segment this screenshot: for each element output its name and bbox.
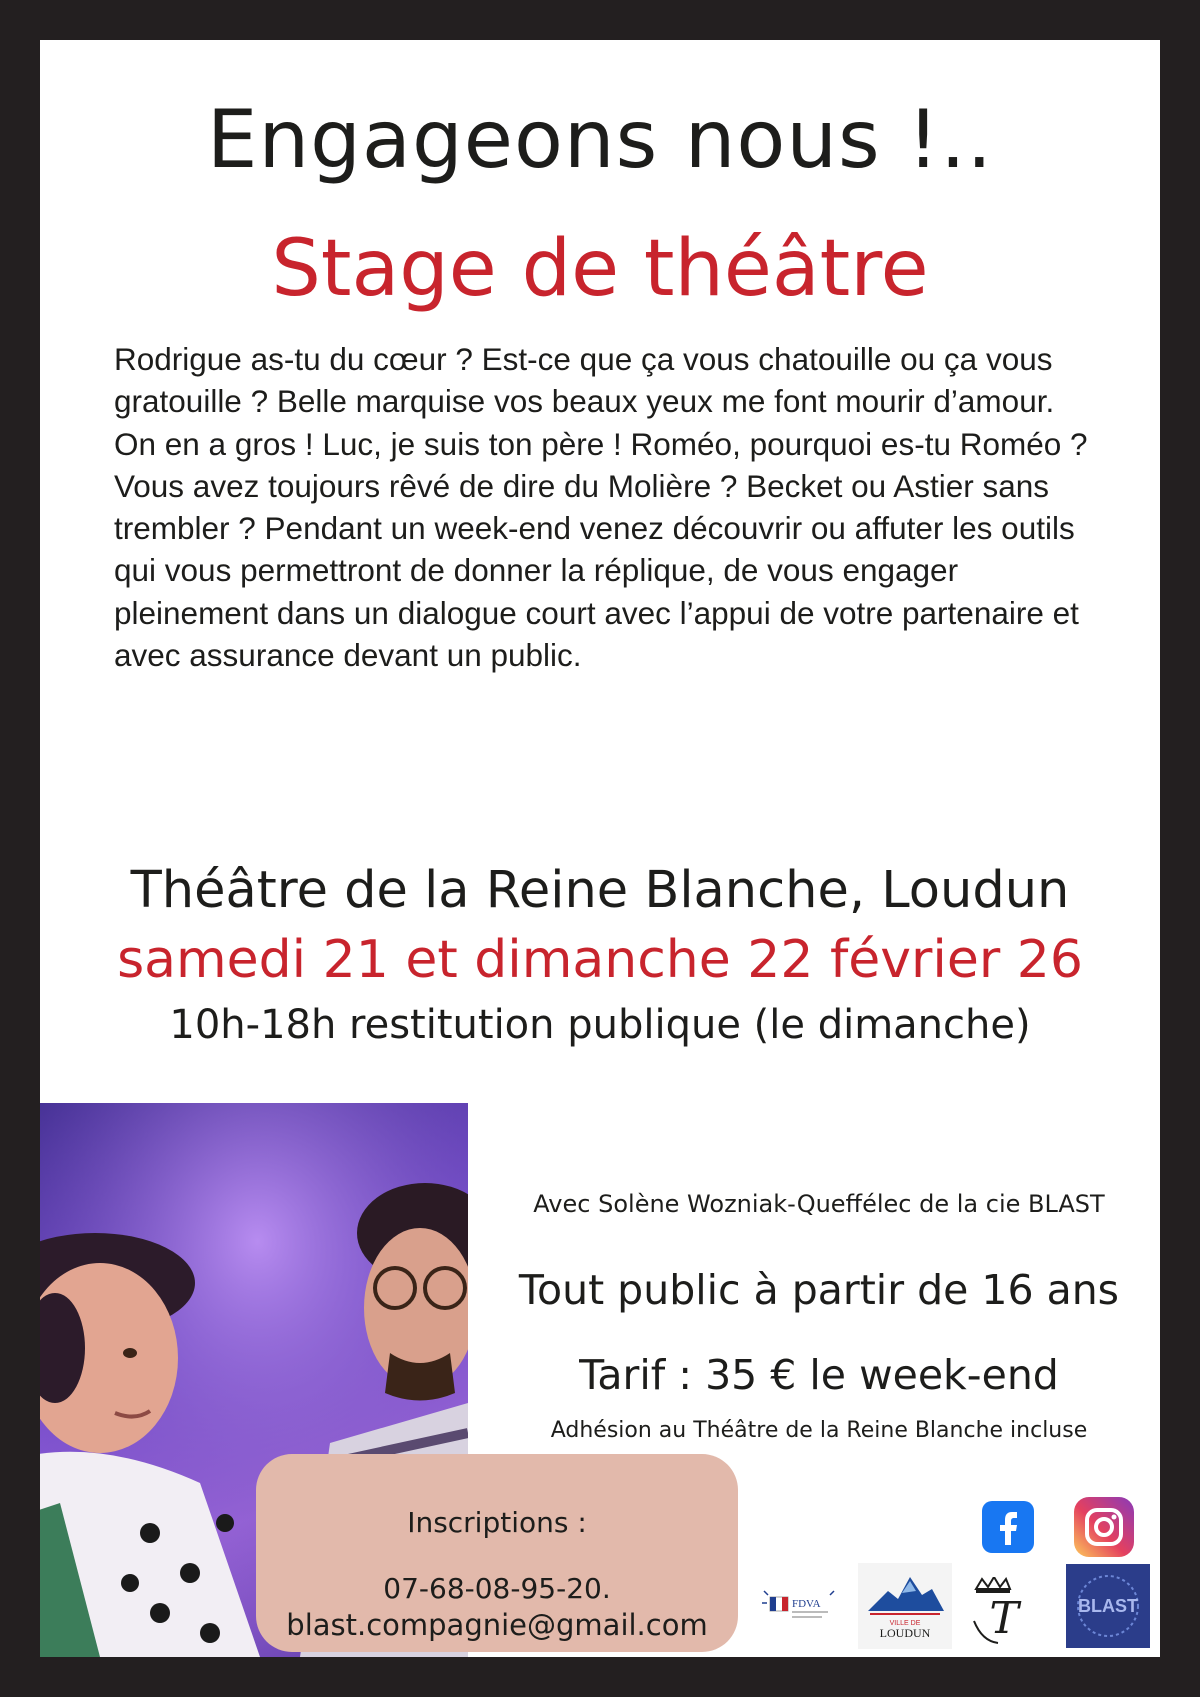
membership-note: Adhésion au Théâtre de la Reine Blanche incluse bbox=[550, 1418, 1088, 1443]
blast-logo bbox=[1066, 1564, 1150, 1648]
instructor-credit: Avec Solène Wozniak-Queffélec de la cie BLAST bbox=[533, 1190, 1105, 1218]
signup-phone[interactable]: 07-68-08-95-20. bbox=[383, 1572, 611, 1605]
poster-title: Engageons nous !.. bbox=[206, 93, 994, 186]
signup-email[interactable]: blast.compagnie@gmail.com bbox=[286, 1608, 708, 1642]
description-paragraph: Rodrigue as-tu du cœur ? Est-ce que ça vous chatouille ou ça vous gratouille ? Belle marquise vos beaux yeux me font mourir d’amour. On en a gros ! Luc, je suis ton père ! Roméo, pourquoi es-tu Roméo ? bbox=[114, 341, 1088, 462]
signup-box bbox=[256, 1454, 738, 1652]
description bbox=[114, 338, 1104, 676]
poster bbox=[40, 40, 1160, 1657]
blast-logo-text: BLAST bbox=[1078, 1596, 1138, 1616]
audience-info: Tout public à partir de 16 ans bbox=[518, 1266, 1120, 1314]
loudun-logo bbox=[858, 1563, 952, 1649]
signup-title: Inscriptions : bbox=[407, 1506, 587, 1539]
event-hours: 10h-18h restitution publique (le dimanche) bbox=[169, 1002, 1031, 1048]
event-dates: samedi 21 et dimanche 22 février 26 bbox=[117, 930, 1083, 990]
poster-subtitle: Stage de théâtre bbox=[271, 224, 929, 314]
fdva-logo bbox=[760, 1583, 840, 1629]
theatre-reine-blanche-logo bbox=[968, 1577, 1042, 1647]
loudun-logo-line1: VILLE DE bbox=[889, 1620, 921, 1627]
fdva-logo-text: FDVA bbox=[792, 1598, 821, 1610]
loudun-logo-line2: LOUDUN bbox=[879, 1626, 931, 1640]
description-paragraph: Vous avez toujours rêvé de dire du Molière ? Becket ou Astier sans trembler ? Pendant un week-end venez découvrir ou affuter les outils qui vous permettront de donner la réplique, de vous engager pleinement dans un dialogue court avec l’appui de votre partenaire et avec assurance devant un public. bbox=[114, 467, 1079, 674]
theatre-logo-letter: T bbox=[989, 1593, 1019, 1644]
price-info: Tarif : 35 € le week-end bbox=[579, 1351, 1059, 1399]
facebook-icon[interactable] bbox=[982, 1501, 1034, 1553]
venue: Théâtre de la Reine Blanche, Loudun bbox=[130, 861, 1070, 920]
instagram-icon[interactable] bbox=[1074, 1497, 1134, 1557]
